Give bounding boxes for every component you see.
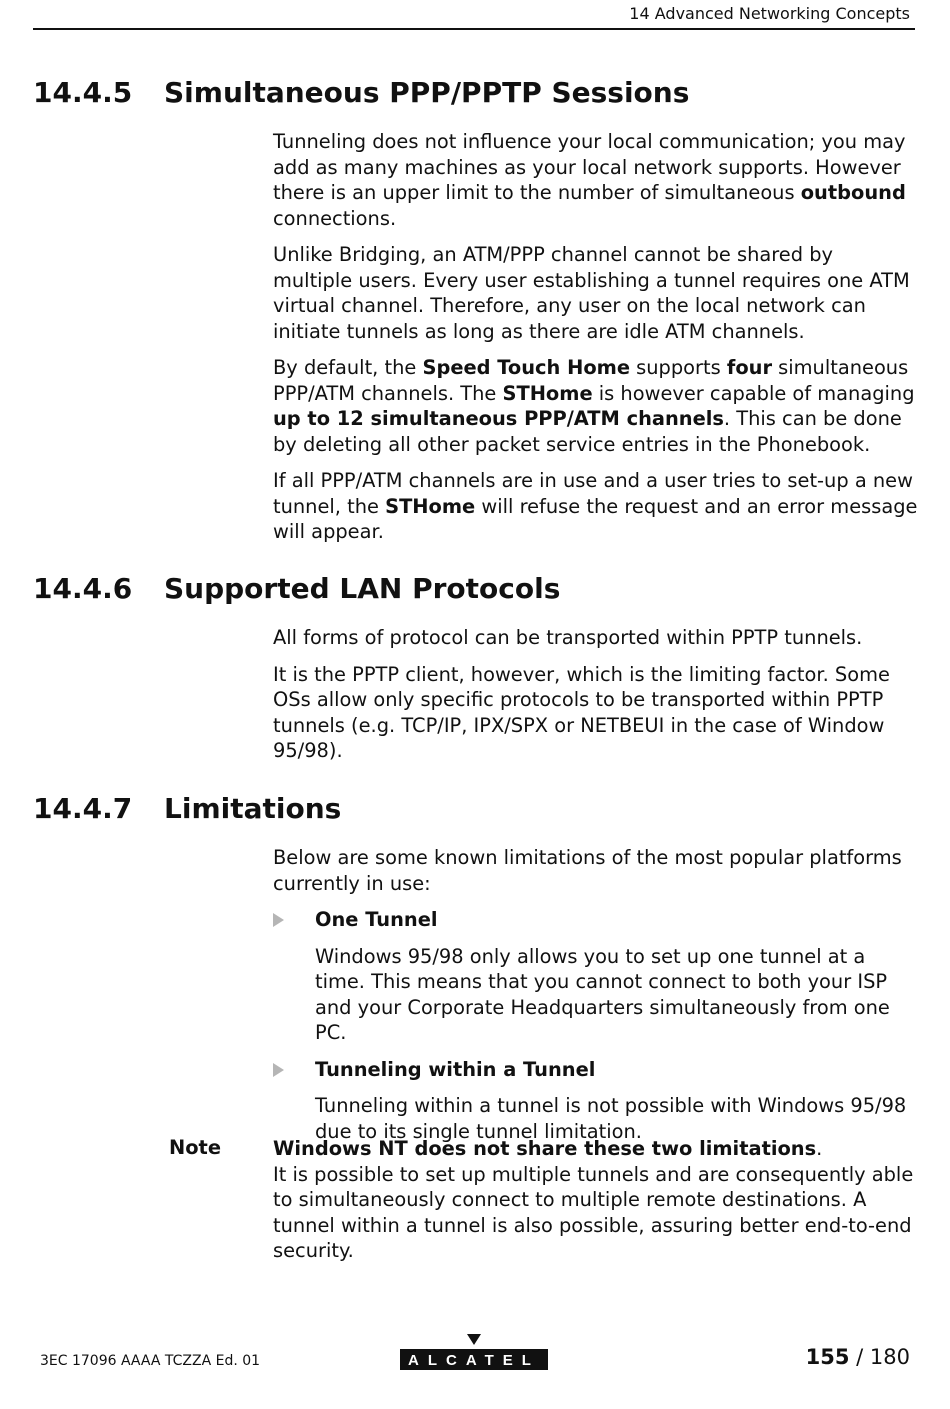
- section-title: Simultaneous PPP/PPTP Sessions: [164, 76, 690, 109]
- note-body: [273, 1136, 918, 1264]
- page-number: 155 / 180: [805, 1345, 910, 1369]
- note-label: Note: [169, 1136, 221, 1159]
- section-body-14-4-5: [273, 129, 918, 556]
- bullet-text: Tunneling within a tunnel is not possible with Windows 95/98 due to its single tunnel limitation.: [315, 1094, 907, 1143]
- note-text: Windows NT does not share these two limitations. It is possible to set up multiple tunnels and are consequently able to simultaneously connect to multiple remote destinations. A tunnel within a tunnel is also possible, assuring better end-to-end security.: [273, 1137, 914, 1262]
- paragraph: By default, the Speed Touch Home supports four simultaneous PPP/ATM channels. The STHome is however capable of managing up to 12 simultaneous PPP/ATM channels. This can be done by deleting all other packet service entries in the Phonebook.: [273, 356, 915, 456]
- section-number: 14.4.7: [33, 792, 133, 825]
- section-heading-14-4-7: [33, 792, 341, 825]
- section-body-14-4-7: [273, 845, 918, 1155]
- paragraph: If all PPP/ATM channels are in use and a user tries to set-up a new tunnel, the STHome will refuse the request and an error message will appear.: [273, 469, 918, 543]
- bullet-item: [273, 907, 918, 1046]
- document-reference: 3EC 17096 AAAA TCZZA Ed. 01: [40, 1353, 261, 1369]
- section-heading-14-4-5: [33, 76, 689, 109]
- paragraph: All forms of protocol can be transported within PPTP tunnels.: [273, 626, 863, 649]
- bullet-title: One Tunnel: [315, 908, 438, 931]
- paragraph: Tunneling does not influence your local communication; you may add as many machines as your local network supports. However there is an upper limit to the number of simultaneous outbound connections.: [273, 130, 906, 230]
- paragraph: Below are some known limitations of the most popular platforms currently in use:: [273, 846, 902, 895]
- triangle-bullet-icon: [273, 913, 284, 927]
- alcatel-logo: [400, 1334, 548, 1370]
- header-rule: [33, 28, 915, 30]
- paragraph: Unlike Bridging, an ATM/PPP channel cannot be shared by multiple users. Every user establishing a tunnel requires one ATM virtual channel. Therefore, any user on the local network can initiate tunnels as long as there are idle ATM channels.: [273, 243, 910, 343]
- svg-text:ALCATEL: ALCATEL: [408, 1352, 540, 1369]
- note-title: Windows NT does not share these two limitations: [273, 1137, 817, 1160]
- section-number: 14.4.6: [33, 572, 133, 605]
- running-header: 14 Advanced Networking Concepts: [629, 4, 910, 23]
- section-title: Limitations: [164, 792, 342, 825]
- bullet-title: Tunneling within a Tunnel: [315, 1057, 596, 1081]
- triangle-bullet-icon: [273, 1063, 284, 1077]
- paragraph: It is the PPTP client, however, which is the limiting factor. Some OSs allow only specific protocols to be transported within PPTP tunnels (e.g. TCP/IP, IPX/SPX or NETBEUI in the case of Window 95/98).: [273, 662, 890, 762]
- section-title: Supported LAN Protocols: [164, 572, 561, 605]
- bullet-item: [273, 1057, 918, 1145]
- alcatel-logo-icon: [400, 1334, 548, 1370]
- section-heading-14-4-6: [33, 572, 560, 605]
- section-body-14-4-6: [273, 625, 918, 775]
- section-number: 14.4.5: [33, 76, 133, 109]
- bullet-text: Windows 95/98 only allows you to set up one tunnel at a time. This means that you cannot connect to both your ISP and your Corporate Headquarters simultaneously from one PC.: [315, 944, 890, 1044]
